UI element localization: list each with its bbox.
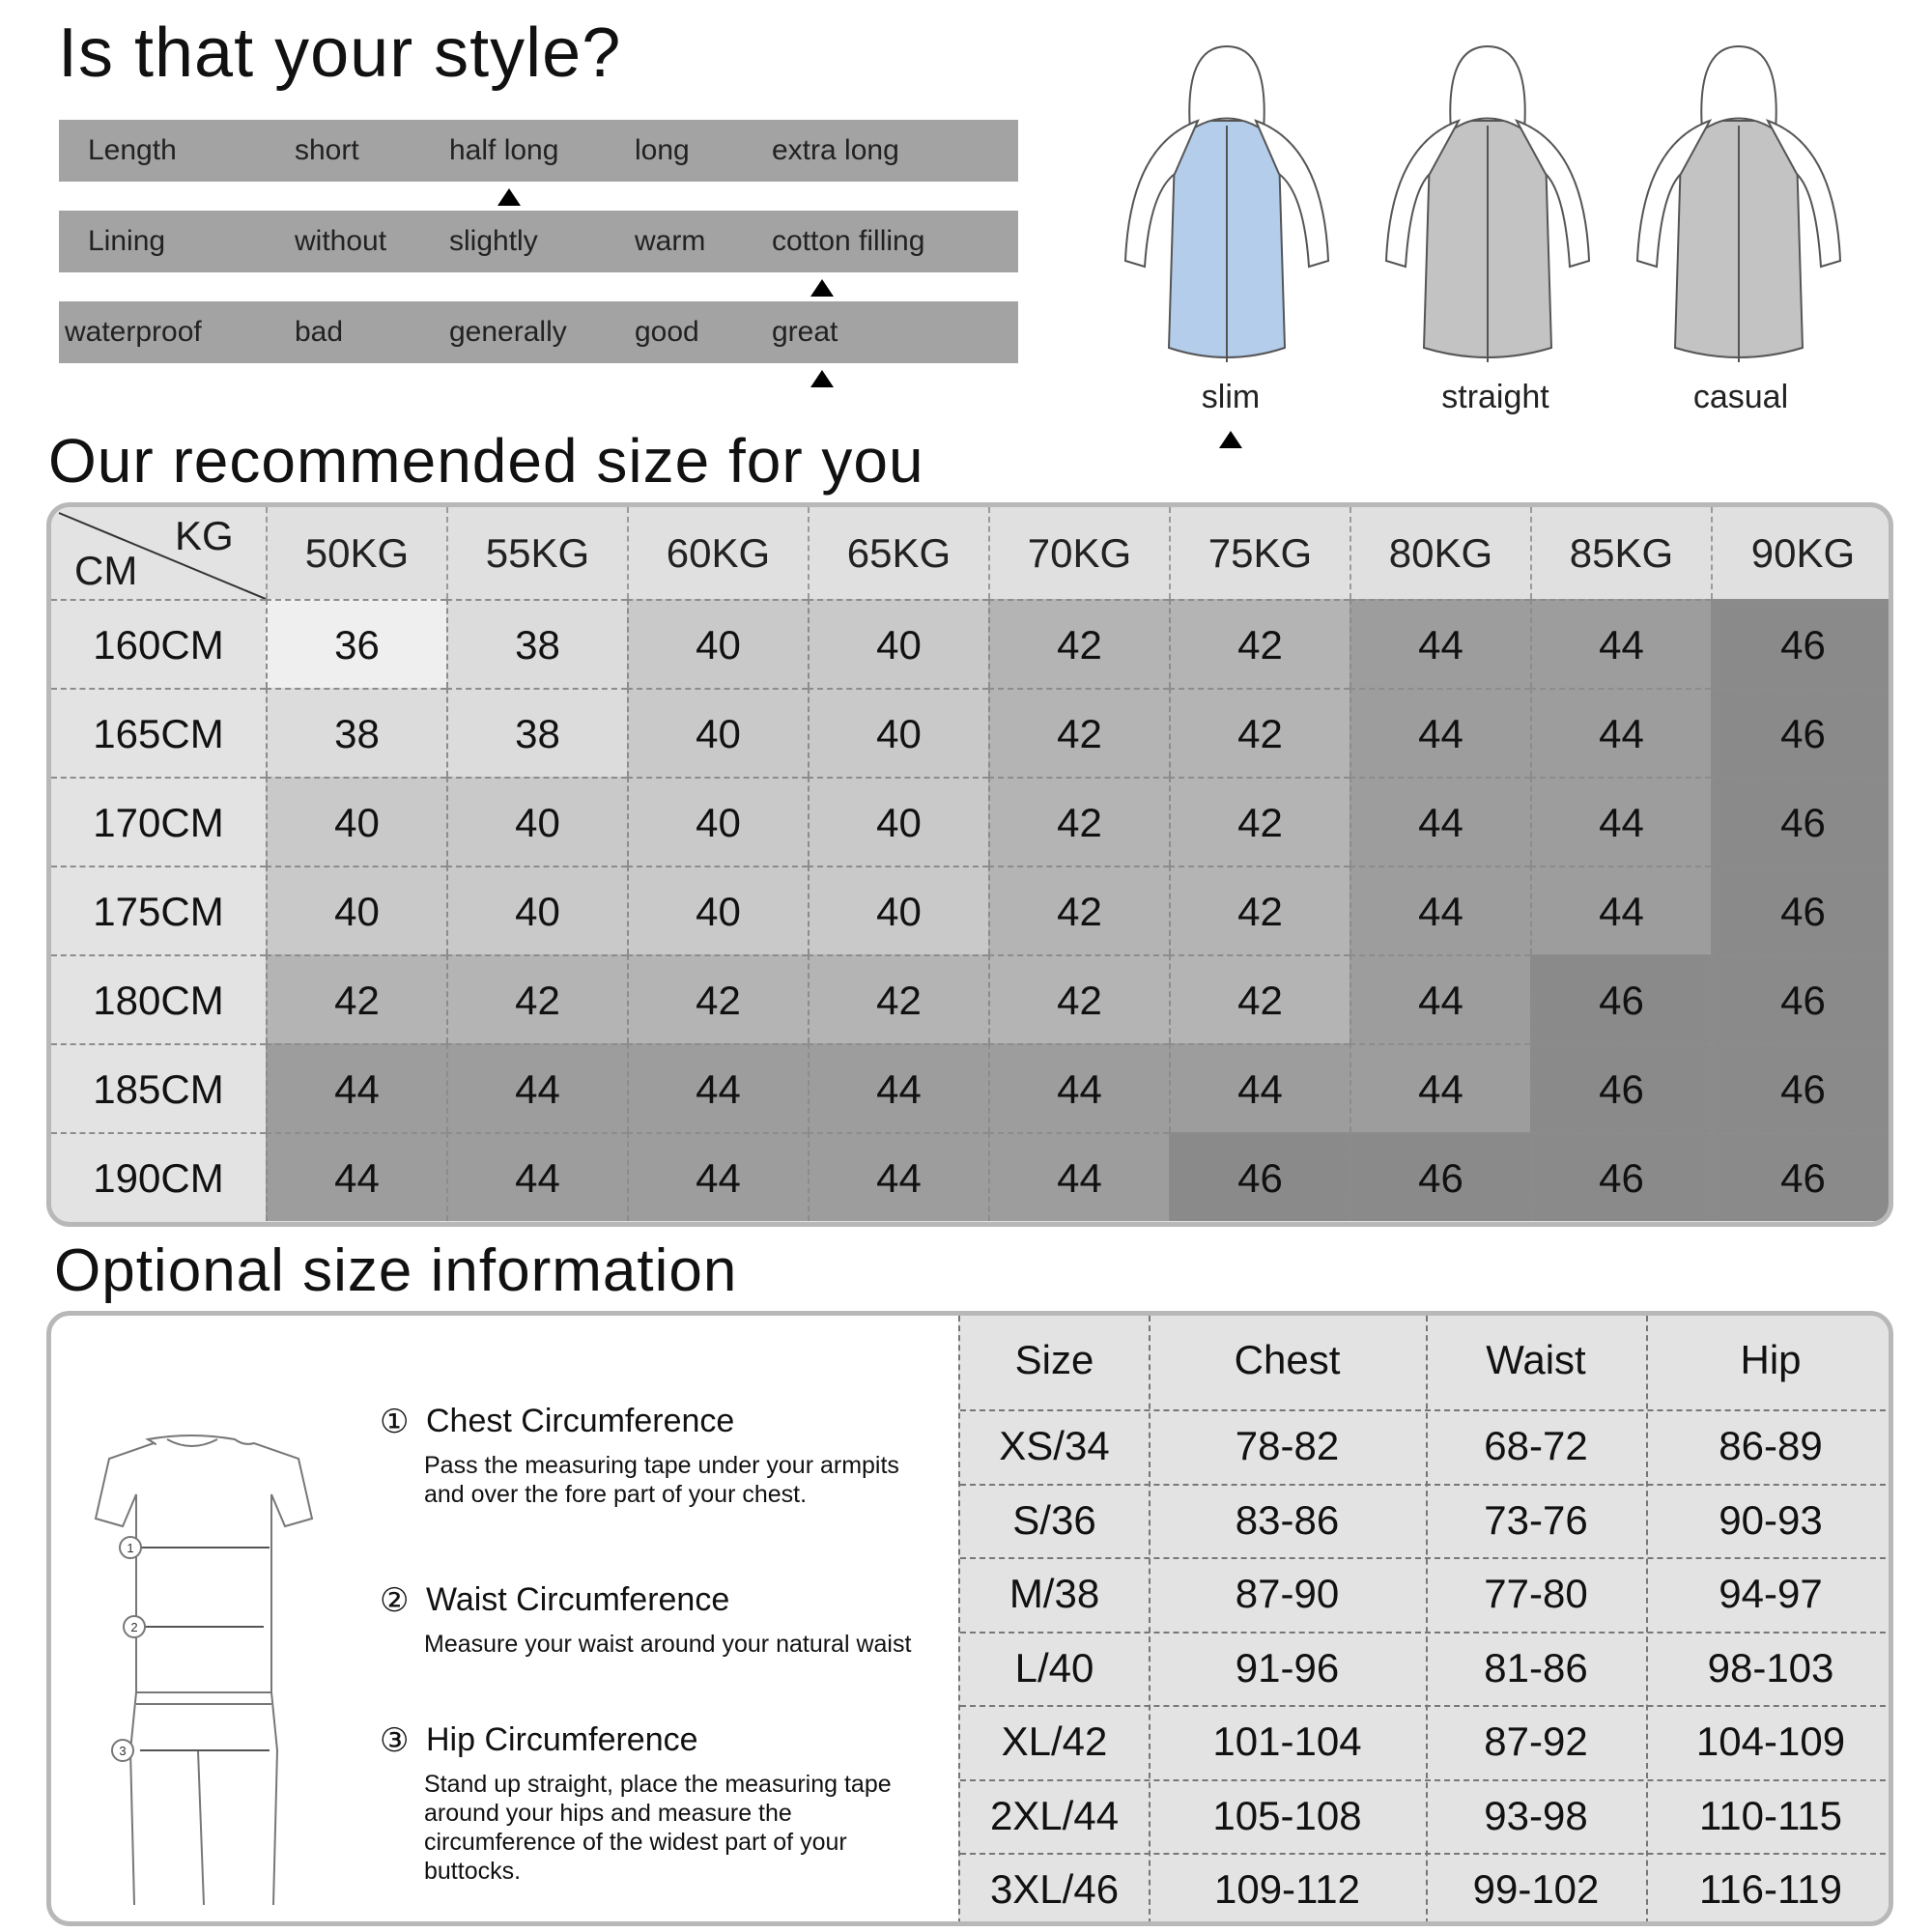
- figure-mark-label: 1: [127, 1541, 134, 1555]
- size-cell: 44: [1350, 688, 1530, 777]
- style-bar-label: Length: [88, 134, 177, 166]
- size-cell: 40: [266, 866, 446, 954]
- size-cell: 44: [1350, 866, 1530, 954]
- figure-mark-label: 3: [119, 1744, 127, 1758]
- style-bar-label: Lining: [88, 225, 166, 257]
- style-option: bad: [295, 316, 344, 348]
- body-measure-figure: [71, 1403, 360, 1905]
- size-cell: 40: [627, 599, 808, 688]
- size-value-cell: 83-86: [1235, 1496, 1340, 1543]
- size-cell: 46: [1169, 1132, 1350, 1221]
- size-cell: 42: [446, 954, 627, 1043]
- corner-height-label: CM: [74, 548, 138, 593]
- style-bar-label: waterproof: [65, 316, 202, 348]
- selected-marker-icon: [810, 279, 834, 297]
- size-cell: 44: [1350, 599, 1530, 688]
- recommended-size-table: [46, 502, 1893, 1227]
- size-cell: 40: [808, 777, 988, 866]
- row-divider: [960, 1853, 1893, 1855]
- size-value-cell: 109-112: [1213, 1866, 1361, 1912]
- size-cell: 42: [988, 688, 1169, 777]
- height-header: 185CM: [51, 1043, 266, 1132]
- style-bar-length: [59, 120, 1018, 182]
- size-cell: 46: [1711, 599, 1893, 688]
- size-cell: 44: [627, 1132, 808, 1221]
- style-option: extra long: [772, 134, 899, 166]
- size-cell: 42: [988, 777, 1169, 866]
- size-value-cell: 73-76: [1484, 1496, 1588, 1543]
- weight-header: 85KG: [1530, 507, 1711, 599]
- coat-hood: [1701, 46, 1776, 130]
- size-value-cell: L/40: [1014, 1644, 1094, 1690]
- style-option: long: [635, 134, 690, 166]
- size-column-header: Chest: [1234, 1337, 1341, 1382]
- size-value-cell: M/38: [1009, 1571, 1100, 1616]
- style-option: slightly: [449, 225, 538, 257]
- size-cell: 44: [1350, 1043, 1530, 1132]
- selected-fit-marker-icon: [1219, 431, 1242, 448]
- coat-hood: [1450, 46, 1524, 130]
- size-value-cell: 91-96: [1235, 1644, 1340, 1690]
- size-cell: 42: [1169, 688, 1350, 777]
- size-cell: 44: [988, 1043, 1169, 1132]
- size-value-cell: 77-80: [1484, 1571, 1588, 1616]
- height-header: 180CM: [51, 954, 266, 1043]
- size-cell: 44: [266, 1132, 446, 1221]
- size-value-cell: 78-82: [1235, 1423, 1340, 1468]
- size-column-header: Hip: [1740, 1337, 1802, 1382]
- size-value-cell: 98-103: [1707, 1644, 1834, 1690]
- size-cell: 42: [1169, 866, 1350, 954]
- size-cell: 46: [1711, 954, 1893, 1043]
- size-value-cell: 94-97: [1719, 1571, 1823, 1616]
- size-cell: 42: [808, 954, 988, 1043]
- size-value-cell: 116-119: [1699, 1866, 1842, 1912]
- size-cell: 44: [446, 1043, 627, 1132]
- row-divider: [960, 1484, 1893, 1486]
- guide-number: ②: [380, 1582, 410, 1619]
- size-column-header: Waist: [1486, 1337, 1586, 1382]
- size-cell: 40: [808, 866, 988, 954]
- selected-marker-icon: [497, 188, 521, 206]
- style-option: short: [295, 134, 359, 166]
- corner-weight-label: KG: [175, 513, 234, 558]
- coat-illustrations: [1121, 39, 1874, 386]
- size-cell: 42: [1169, 777, 1350, 866]
- size-cell: 46: [1711, 688, 1893, 777]
- size-cell: 38: [266, 688, 446, 777]
- size-cell: 46: [1711, 1132, 1893, 1221]
- size-cell: 44: [1530, 777, 1711, 866]
- weight-header: 90KG: [1711, 507, 1893, 599]
- size-value-cell: XS/34: [999, 1423, 1110, 1468]
- size-value-cell: 86-89: [1719, 1423, 1823, 1468]
- size-value-cell: XL/42: [1001, 1719, 1108, 1764]
- style-option: warm: [635, 225, 706, 257]
- size-cell: 40: [627, 688, 808, 777]
- fit-label-slim: slim: [1201, 379, 1261, 415]
- figure-mark-label: 2: [130, 1620, 138, 1634]
- style-option: half long: [449, 134, 559, 166]
- size-cell: 44: [446, 1132, 627, 1221]
- height-header: 190CM: [51, 1132, 266, 1221]
- size-cell: 44: [808, 1043, 988, 1132]
- weight-header: 65KG: [808, 507, 988, 599]
- row-divider: [960, 1779, 1893, 1781]
- size-cell: 44: [1530, 866, 1711, 954]
- size-cell: 44: [1350, 777, 1530, 866]
- size-cell: 46: [1711, 777, 1893, 866]
- height-header: 170CM: [51, 777, 266, 866]
- size-cell: 36: [266, 599, 446, 688]
- size-cell: 46: [1711, 1043, 1893, 1132]
- size-value-cell: 104-109: [1695, 1719, 1846, 1764]
- style-title: Is that your style?: [58, 14, 622, 92]
- size-value-cell: 93-98: [1484, 1792, 1588, 1838]
- guide-description: Stand up straight, place the measuring tape around your hips and measure the circumference of the widest part of your buttocks.: [424, 1771, 892, 1885]
- weight-header: 50KG: [266, 507, 446, 599]
- size-cell: 42: [1169, 599, 1350, 688]
- size-cell: 42: [988, 954, 1169, 1043]
- height-header: 165CM: [51, 688, 266, 777]
- size-value-cell: S/36: [1012, 1496, 1096, 1543]
- size-value-cell: 81-86: [1484, 1644, 1588, 1690]
- recommended-title: Our recommended size for you: [48, 426, 924, 496]
- size-value-cell: 105-108: [1212, 1792, 1362, 1838]
- size-value-cell: 99-102: [1472, 1866, 1600, 1912]
- size-value-cell: 101-104: [1212, 1719, 1362, 1764]
- guide-heading: Hip Circumference: [426, 1721, 698, 1758]
- size-cell: 42: [1169, 954, 1350, 1043]
- guide-number: ③: [380, 1722, 410, 1759]
- row-divider: [960, 1557, 1893, 1559]
- style-option: good: [635, 316, 699, 348]
- size-cell: 44: [808, 1132, 988, 1221]
- size-value-cell: 110-115: [1699, 1792, 1842, 1838]
- style-option: generally: [449, 316, 567, 348]
- weight-header: 60KG: [627, 507, 808, 599]
- size-cell: 40: [446, 866, 627, 954]
- size-value-cell: 87-92: [1484, 1719, 1588, 1764]
- size-cell: 42: [266, 954, 446, 1043]
- optional-title: Optional size information: [54, 1237, 738, 1304]
- size-cell: 44: [1169, 1043, 1350, 1132]
- size-cell: 42: [988, 866, 1169, 954]
- table-corner: [51, 507, 266, 599]
- row-divider: [960, 1409, 1893, 1411]
- guide-description: Measure your waist around your natural waist: [424, 1631, 912, 1658]
- size-cell: 46: [1530, 954, 1711, 1043]
- size-value-cell: 2XL/44: [989, 1792, 1120, 1838]
- height-header: 175CM: [51, 866, 266, 954]
- optional-size-panel: [46, 1311, 1893, 1926]
- guide-heading: Waist Circumference: [426, 1581, 730, 1618]
- coat-hood: [1189, 46, 1264, 130]
- size-cell: 40: [446, 777, 627, 866]
- row-divider: [960, 1705, 1893, 1707]
- fit-label-straight: straight: [1441, 379, 1549, 415]
- size-cell: 40: [627, 777, 808, 866]
- style-bar-lining: [59, 211, 1018, 272]
- weight-header: 75KG: [1169, 507, 1350, 599]
- size-value-cell: 87-90: [1235, 1571, 1340, 1616]
- size-cell: 46: [1711, 866, 1893, 954]
- size-cell: 38: [446, 688, 627, 777]
- size-value-cell: 90-93: [1719, 1496, 1823, 1543]
- size-cell: 44: [1350, 954, 1530, 1043]
- size-cell: 40: [266, 777, 446, 866]
- row-divider: [960, 1632, 1893, 1634]
- size-value-cell: 68-72: [1484, 1423, 1588, 1468]
- weight-header: 80KG: [1350, 507, 1530, 599]
- guide-heading: Chest Circumference: [426, 1403, 735, 1439]
- weight-header: 70KG: [988, 507, 1169, 599]
- size-cell: 44: [627, 1043, 808, 1132]
- size-column-header: Size: [1014, 1337, 1094, 1382]
- size-cell: 40: [808, 688, 988, 777]
- size-cell: 42: [988, 599, 1169, 688]
- size-cell: 40: [808, 599, 988, 688]
- style-option: without: [295, 225, 387, 257]
- style-option: great: [772, 316, 838, 348]
- size-cell: 46: [1530, 1043, 1711, 1132]
- size-cell: 46: [1530, 1132, 1711, 1221]
- size-cell: 40: [627, 866, 808, 954]
- guide-number: ①: [380, 1404, 410, 1440]
- size-cell: 46: [1350, 1132, 1530, 1221]
- height-header: 160CM: [51, 599, 266, 688]
- size-cell: 44: [266, 1043, 446, 1132]
- size-info-table: [958, 1316, 1893, 1924]
- guide-description: Pass the measuring tape under your armpits and over the fore part of your chest.: [424, 1452, 899, 1508]
- size-value-cell: 3XL/46: [989, 1866, 1120, 1912]
- size-cell: 44: [988, 1132, 1169, 1221]
- fit-label-casual: casual: [1692, 379, 1789, 415]
- weight-header: 55KG: [446, 507, 627, 599]
- size-cell: 44: [1530, 688, 1711, 777]
- size-cell: 44: [1530, 599, 1711, 688]
- coat-figures: [1121, 39, 1874, 386]
- style-option: cotton filling: [772, 225, 925, 257]
- size-cell: 38: [446, 599, 627, 688]
- size-cell: 42: [627, 954, 808, 1043]
- style-bar-waterproof: [59, 301, 1018, 363]
- selected-marker-icon: [810, 370, 834, 387]
